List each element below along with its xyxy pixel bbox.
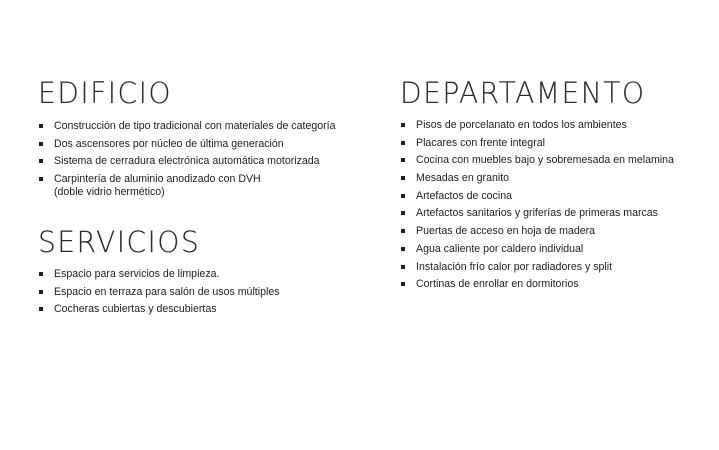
list-item — [400, 243, 674, 256]
departamento-list — [400, 119, 674, 291]
list-item — [38, 286, 280, 299]
list-item — [400, 119, 674, 132]
list-item-text: Espacio para servicios de limpieza. — [54, 268, 220, 280]
bullet-icon — [401, 123, 405, 127]
bullet-icon — [39, 159, 43, 163]
edificio-list — [38, 120, 335, 199]
list-item — [400, 225, 674, 238]
bullet-icon — [401, 229, 405, 233]
list-item-text: Pisos de porcelanato en todos los ambientes — [416, 119, 627, 131]
list-item-text: Mesadas en granito — [416, 172, 510, 185]
list-item-text: Espacio en terraza para salón de usos múltiples — [54, 285, 280, 298]
bullet-icon — [401, 176, 405, 180]
list-item-text: Artefactos sanitarios y griferías de primeras marcas — [416, 207, 658, 220]
bullet-icon — [39, 177, 43, 181]
servicios-title — [38, 225, 280, 259]
bullet-icon — [401, 141, 405, 145]
list-item — [38, 155, 335, 168]
bullet-icon — [39, 124, 43, 128]
servicios-title-text: SERVICIOS — [38, 225, 201, 259]
departamento-title-text: DEPARTAMENTO — [400, 76, 646, 110]
list-item — [38, 120, 335, 133]
list-item — [400, 172, 674, 185]
bullet-icon — [401, 247, 405, 251]
bullet-icon — [401, 211, 405, 215]
list-item — [400, 261, 674, 274]
bullet-icon — [39, 142, 43, 146]
list-item-text: Cocheras cubiertas y descubiertas — [54, 303, 217, 316]
list-item-text: Agua caliente por caldero individual — [416, 242, 584, 255]
edificio-section — [38, 76, 336, 203]
list-item — [400, 190, 674, 203]
bullet-icon — [401, 265, 405, 269]
bullet-icon — [39, 272, 43, 276]
list-item-text: Cortinas de enrollar en dormitorios — [416, 278, 579, 291]
servicios-list — [38, 268, 280, 316]
edificio-title-text: EDIFICIO — [38, 76, 172, 110]
bullet-icon — [39, 290, 43, 294]
bullet-icon — [401, 194, 405, 198]
list-item-text: Cocina con muebles bajo y sobremesada en melamina — [416, 154, 674, 167]
list-item — [400, 154, 674, 167]
list-item-text: Sistema de cerradura electrónica automática motorizada — [54, 155, 320, 168]
servicios-section — [38, 225, 280, 321]
departamento-section — [400, 76, 674, 296]
list-item-text: Puertas de acceso en hoja de madera — [416, 225, 596, 238]
list-item-text: Placares con frente integral — [416, 136, 545, 149]
list-item-text: Construcción de tipo tradicional con materiales de categoría — [54, 120, 336, 132]
list-item-text: Dos ascensores por núcleo de última generación — [54, 137, 284, 150]
list-item-text: Artefactos de cocina — [416, 189, 512, 202]
list-item-text: Carpintería de aluminio anodizado con DVH — [54, 172, 261, 185]
departamento-title — [400, 76, 674, 110]
bullet-icon — [401, 158, 405, 162]
list-item — [38, 303, 280, 316]
bullet-icon — [39, 307, 43, 311]
bullet-icon — [401, 282, 405, 286]
list-item — [38, 138, 335, 151]
list-item — [400, 207, 674, 220]
list-item — [400, 137, 674, 150]
list-item — [38, 173, 335, 199]
list-item-text-continued: (doble vidrio hermético) — [54, 185, 165, 198]
list-item — [400, 278, 674, 291]
list-item — [38, 268, 280, 281]
list-item-text: Instalación frío calor por radiadores y split — [416, 260, 613, 273]
edificio-title — [38, 76, 335, 110]
